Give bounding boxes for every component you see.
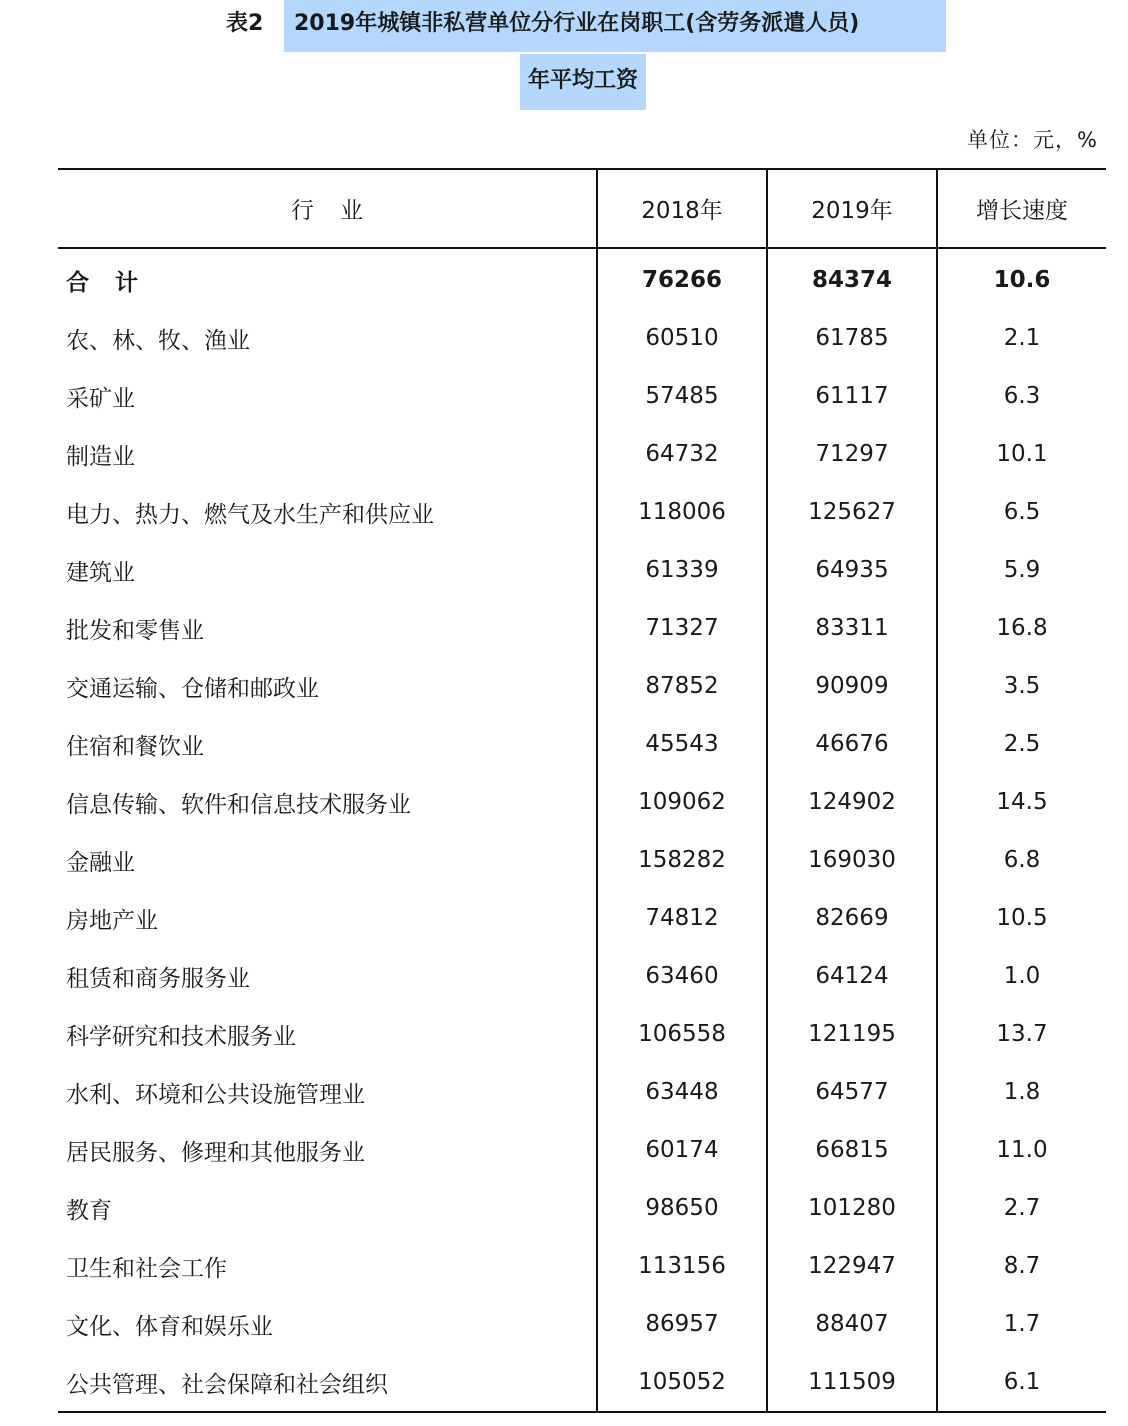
wage-2018-cell: 76266: [597, 248, 767, 309]
industry-cell: 卫生和社会工作: [66, 1255, 227, 1282]
table-row: [58, 715, 1106, 773]
growth-cell: 2.1: [937, 309, 1106, 367]
table-row: [58, 1005, 1106, 1063]
wage-2019-cell: 122947: [767, 1237, 937, 1295]
table-row: [58, 483, 1106, 541]
unit-note: 单位：元，%: [967, 128, 1098, 152]
industry-cell: 金融业: [66, 849, 135, 876]
wage-2019-cell: 61785: [767, 309, 937, 367]
table-row: [58, 1353, 1106, 1412]
table-row: [58, 773, 1106, 831]
column-header-industry: 行业: [58, 169, 597, 248]
column-header-2018: 2018年: [597, 169, 767, 248]
industry-cell: 农、林、牧、渔业: [66, 327, 250, 354]
wage-2019-cell: 64577: [767, 1063, 937, 1121]
industry-cell: 水利、环境和公共设施管理业: [66, 1081, 365, 1108]
wage-2018-cell: 60174: [597, 1121, 767, 1179]
wage-2018-cell: 86957: [597, 1295, 767, 1353]
wage-2018-cell: 109062: [597, 773, 767, 831]
title-line-1[interactable]: 2019年城镇非私营单位分行业在岗职工(含劳务派遣人员): [284, 0, 946, 52]
table-row: [58, 1295, 1106, 1353]
industry-cell: 交通运输、仓储和邮政业: [66, 675, 319, 702]
title-line-2[interactable]: 年平均工资: [520, 54, 646, 110]
growth-cell: 16.8: [937, 599, 1106, 657]
growth-cell: 5.9: [937, 541, 1106, 599]
growth-cell: 6.8: [937, 831, 1106, 889]
wage-2018-cell: 118006: [597, 483, 767, 541]
wage-2019-cell: 71297: [767, 425, 937, 483]
growth-cell: 10.1: [937, 425, 1106, 483]
growth-cell: 10.6: [937, 248, 1106, 309]
wage-2018-cell: 45543: [597, 715, 767, 773]
industry-cell: 信息传输、软件和信息技术服务业: [66, 791, 411, 818]
table-row: [58, 657, 1106, 715]
wage-2019-cell: 88407: [767, 1295, 937, 1353]
wage-2019-cell: 64935: [767, 541, 937, 599]
wage-2018-cell: 105052: [597, 1353, 767, 1412]
table-row: [58, 425, 1106, 483]
wage-2019-cell: 82669: [767, 889, 937, 947]
industry-cell: 房地产业: [66, 907, 158, 934]
industry-cell: 公共管理、社会保障和社会组织: [58, 1353, 597, 1412]
wage-2019-cell: 101280: [767, 1179, 937, 1237]
industry-cell: 制造业: [66, 443, 135, 470]
wage-2018-cell: 63448: [597, 1063, 767, 1121]
table-row: [58, 1179, 1106, 1237]
wage-table: [58, 168, 1106, 1413]
growth-cell: 1.8: [937, 1063, 1106, 1121]
wage-2019-cell: 169030: [767, 831, 937, 889]
wage-2019-cell: 64124: [767, 947, 937, 1005]
table-row: [58, 1063, 1106, 1121]
table-row: [58, 309, 1106, 367]
wage-2018-cell: 63460: [597, 947, 767, 1005]
column-header-growth: 增长速度: [937, 169, 1106, 248]
growth-cell: 6.3: [937, 367, 1106, 425]
table-row: [58, 367, 1106, 425]
industry-cell: 租赁和商务服务业: [66, 965, 250, 992]
growth-cell: 2.5: [937, 715, 1106, 773]
wage-2018-cell: 57485: [597, 367, 767, 425]
growth-cell: 1.7: [937, 1295, 1106, 1353]
wage-2018-cell: 106558: [597, 1005, 767, 1063]
growth-cell: 8.7: [937, 1237, 1106, 1295]
industry-cell: 教育: [66, 1197, 112, 1224]
growth-cell: 6.5: [937, 483, 1106, 541]
growth-cell: 11.0: [937, 1121, 1106, 1179]
wage-2018-cell: 158282: [597, 831, 767, 889]
industry-cell: 合计: [66, 269, 164, 296]
industry-cell: 科学研究和技术服务业: [66, 1023, 296, 1050]
wage-2019-cell: 124902: [767, 773, 937, 831]
industry-cell: 建筑业: [66, 559, 135, 586]
wage-2018-cell: 98650: [597, 1179, 767, 1237]
table-label: 表2: [226, 11, 264, 36]
table-row: [58, 947, 1106, 1005]
growth-cell: 1.0: [937, 947, 1106, 1005]
wage-2019-cell: 121195: [767, 1005, 937, 1063]
wage-2018-cell: 64732: [597, 425, 767, 483]
column-header-2019: 2019年: [767, 169, 937, 248]
table-row: [58, 831, 1106, 889]
growth-cell: 14.5: [937, 773, 1106, 831]
industry-cell: 住宿和餐饮业: [66, 733, 204, 760]
wage-2018-cell: 87852: [597, 657, 767, 715]
industry-cell: 文化、体育和娱乐业: [66, 1313, 273, 1340]
wage-2019-cell: 66815: [767, 1121, 937, 1179]
table-row: [58, 599, 1106, 657]
growth-cell: 3.5: [937, 657, 1106, 715]
industry-cell: 电力、热力、燃气及水生产和供应业: [66, 501, 434, 528]
wage-2018-cell: 74812: [597, 889, 767, 947]
header-row: [58, 169, 1106, 248]
table-row: [58, 1237, 1106, 1295]
wage-2019-cell: 111509: [767, 1353, 937, 1412]
wage-2019-cell: 90909: [767, 657, 937, 715]
wage-2019-cell: 84374: [767, 248, 937, 309]
wage-2019-cell: 61117: [767, 367, 937, 425]
wage-2018-cell: 61339: [597, 541, 767, 599]
wage-2019-cell: 46676: [767, 715, 937, 773]
industry-cell: 采矿业: [66, 385, 135, 412]
growth-cell: 10.5: [937, 889, 1106, 947]
wage-2018-cell: 60510: [597, 309, 767, 367]
industry-cell: 居民服务、修理和其他服务业: [66, 1139, 365, 1166]
wage-2019-cell: 83311: [767, 599, 937, 657]
table-row: [58, 889, 1106, 947]
wage-2019-cell: 125627: [767, 483, 937, 541]
table-row: [58, 1121, 1106, 1179]
table-row: [58, 541, 1106, 599]
growth-cell: 2.7: [937, 1179, 1106, 1237]
wage-2018-cell: 113156: [597, 1237, 767, 1295]
growth-cell: 13.7: [937, 1005, 1106, 1063]
growth-cell: 6.1: [937, 1353, 1106, 1412]
table-row-total: [58, 248, 1106, 309]
wage-2018-cell: 71327: [597, 599, 767, 657]
industry-cell: 批发和零售业: [66, 617, 204, 644]
